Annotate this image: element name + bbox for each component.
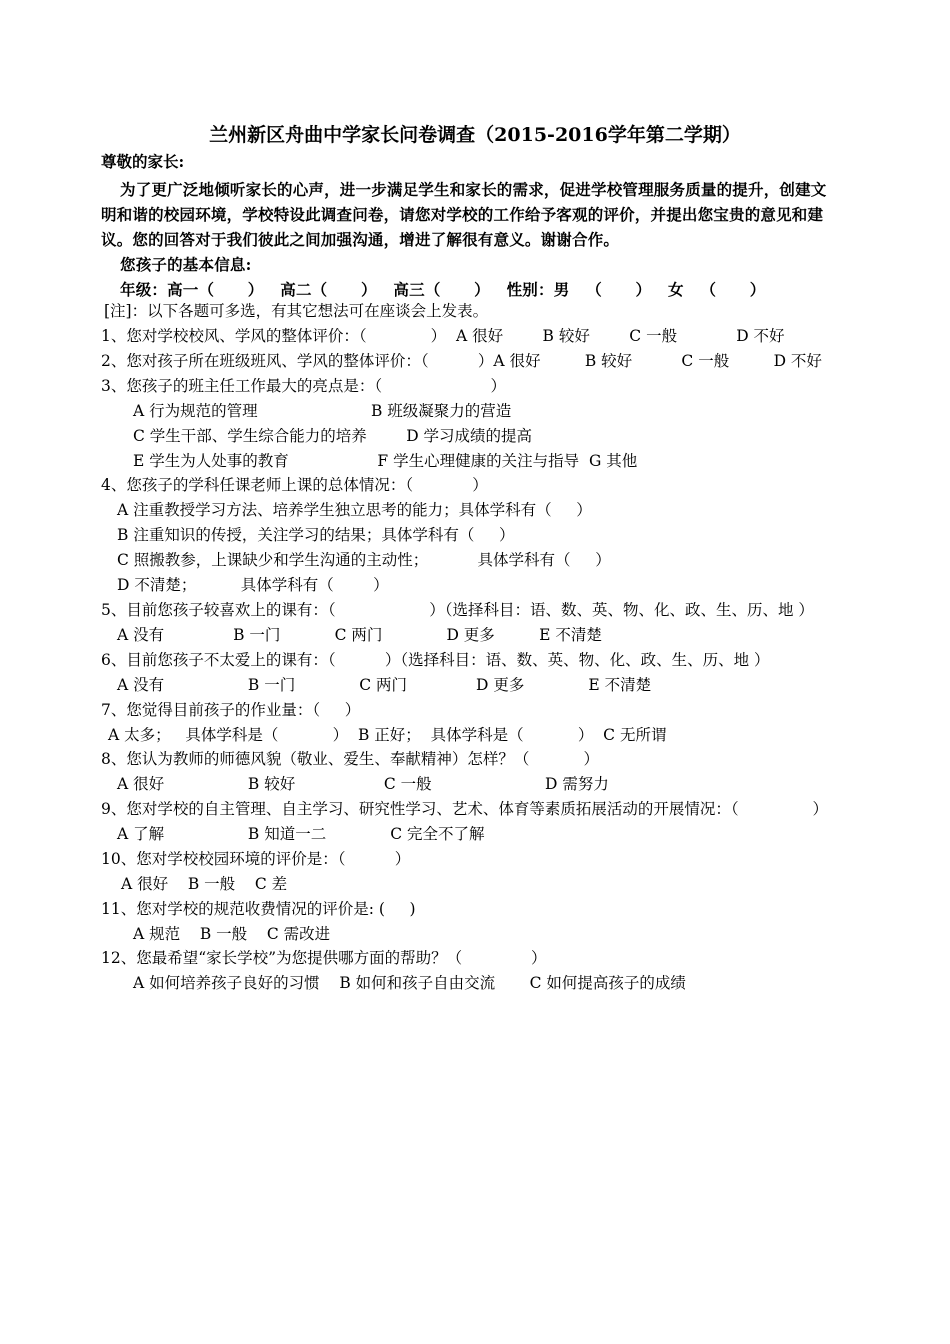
- question-7-options: A 太多； 具体学科是（ ） B 正好； 具体学科是（ ） C 无所谓: [108, 726, 667, 744]
- question-3-options-3: E 学生为人处事的教育 F 学生心理健康的关注与指导 G 其他: [133, 452, 638, 470]
- question-4: 4、您孩子的学科任课老师上课的总体情况：（ ）: [101, 476, 488, 494]
- question-9: 9、您对学校的自主管理、自主学习、研究性学习、艺术、体育等素质拓展活动的开展情况：（ ）: [101, 800, 829, 818]
- question-5: 5、目前您孩子较喜欢上的课有：（ ）（选择科目：语、数、英、物、化、政、生、历、地 ）: [101, 601, 814, 619]
- question-11: 11、您对学校的规范收费情况的评价是: ( ): [101, 900, 416, 918]
- note: [注]：以下各题可多选，有其它想法可在座谈会上发表。: [104, 302, 489, 320]
- greeting: 尊敬的家长:: [101, 152, 185, 171]
- question-8-options: A 很好 B 较好 C 一般 D 需努力: [117, 775, 609, 793]
- question-6-options: A 没有 B 一门 C 两门 D 更多 E 不清楚: [117, 676, 652, 694]
- intro-line-1: 为了更广泛地倾听家长的心声，进一步满足学生和家长的需求，促进学校管理服务质量的提升，创建文: [120, 180, 827, 199]
- question-3-options-1: A 行为规范的管理 B 班级凝聚力的营造: [133, 402, 512, 420]
- question-7: 7、您觉得目前孩子的作业量：（ ）: [101, 701, 361, 719]
- question-2: 2、您对孩子所在班级班风、学风的整体评价：（ ）A 很好 B 较好 C 一般 D 不好: [101, 352, 822, 370]
- question-3: 3、您孩子的班主任工作最大的亮点是：（ ）: [101, 377, 507, 395]
- question-11-options: A 规范 B 一般 C 需改进: [133, 925, 331, 943]
- question-10: 10、您对学校校园环境的评价是：（ ）: [101, 850, 411, 868]
- question-5-options: A 没有 B 一门 C 两门 D 更多 E 不清楚: [117, 626, 602, 644]
- question-4-option-a: A 注重教授学习方法、培养学生独立思考的能力；具体学科有（ ）: [117, 501, 592, 519]
- question-3-options-2: C 学生干部、学生综合能力的培养 D 学习成绩的提高: [133, 427, 533, 445]
- question-12-options: A 如何培养孩子良好的习惯 B 如何和孩子自由交流 C 如何提高孩子的成绩: [133, 974, 686, 992]
- question-6: 6、目前您孩子不太爱上的课有：（ ）（选择科目：语、数、英、物、化、政、生、历、地 ）: [101, 651, 770, 669]
- page-title: 兰州新区舟曲中学家长问卷调查（2015-2016学年第二学期）: [209, 124, 741, 146]
- question-4-option-b: B 注重知识的传授，关注学习的结果；具体学科有（ ）: [117, 526, 515, 544]
- question-8: 8、您认为教师的师德风貌（敬业、爱生、奉献精神）怎样？（ ）: [101, 750, 600, 768]
- basic-info-heading: 您孩子的基本信息:: [120, 255, 252, 274]
- question-10-options: A 很好 B 一般 C 差: [121, 875, 288, 893]
- question-4-option-c: C 照搬教参，上课缺少和学生沟通的主动性； 具体学科有（ ）: [117, 551, 611, 569]
- intro-line-3: 议。您的回答对于我们彼此之间加强沟通，增进了解很有意义。谢谢合作。: [101, 230, 620, 249]
- basic-info-line: 年级：高一（ ） 高二（ ） 高三（ ） 性别：男 （ ） 女 （ ）: [120, 280, 766, 299]
- intro-line-2: 明和谐的校园环境，学校特设此调查问卷，请您对学校的工作给予客观的评价，并提出您宝贵的意见和建: [101, 205, 824, 224]
- question-9-options: A 了解 B 知道一二 C 完全不了解: [117, 825, 485, 843]
- question-12: 12、您最希望“家长学校”为您提供哪方面的帮助？（ ）: [101, 949, 547, 967]
- question-4-option-d: D 不清楚； 具体学科有（ ）: [117, 576, 389, 594]
- question-1: 1、您对学校校风、学风的整体评价：（ ） A 很好 B 较好 C 一般 D 不好: [101, 327, 785, 345]
